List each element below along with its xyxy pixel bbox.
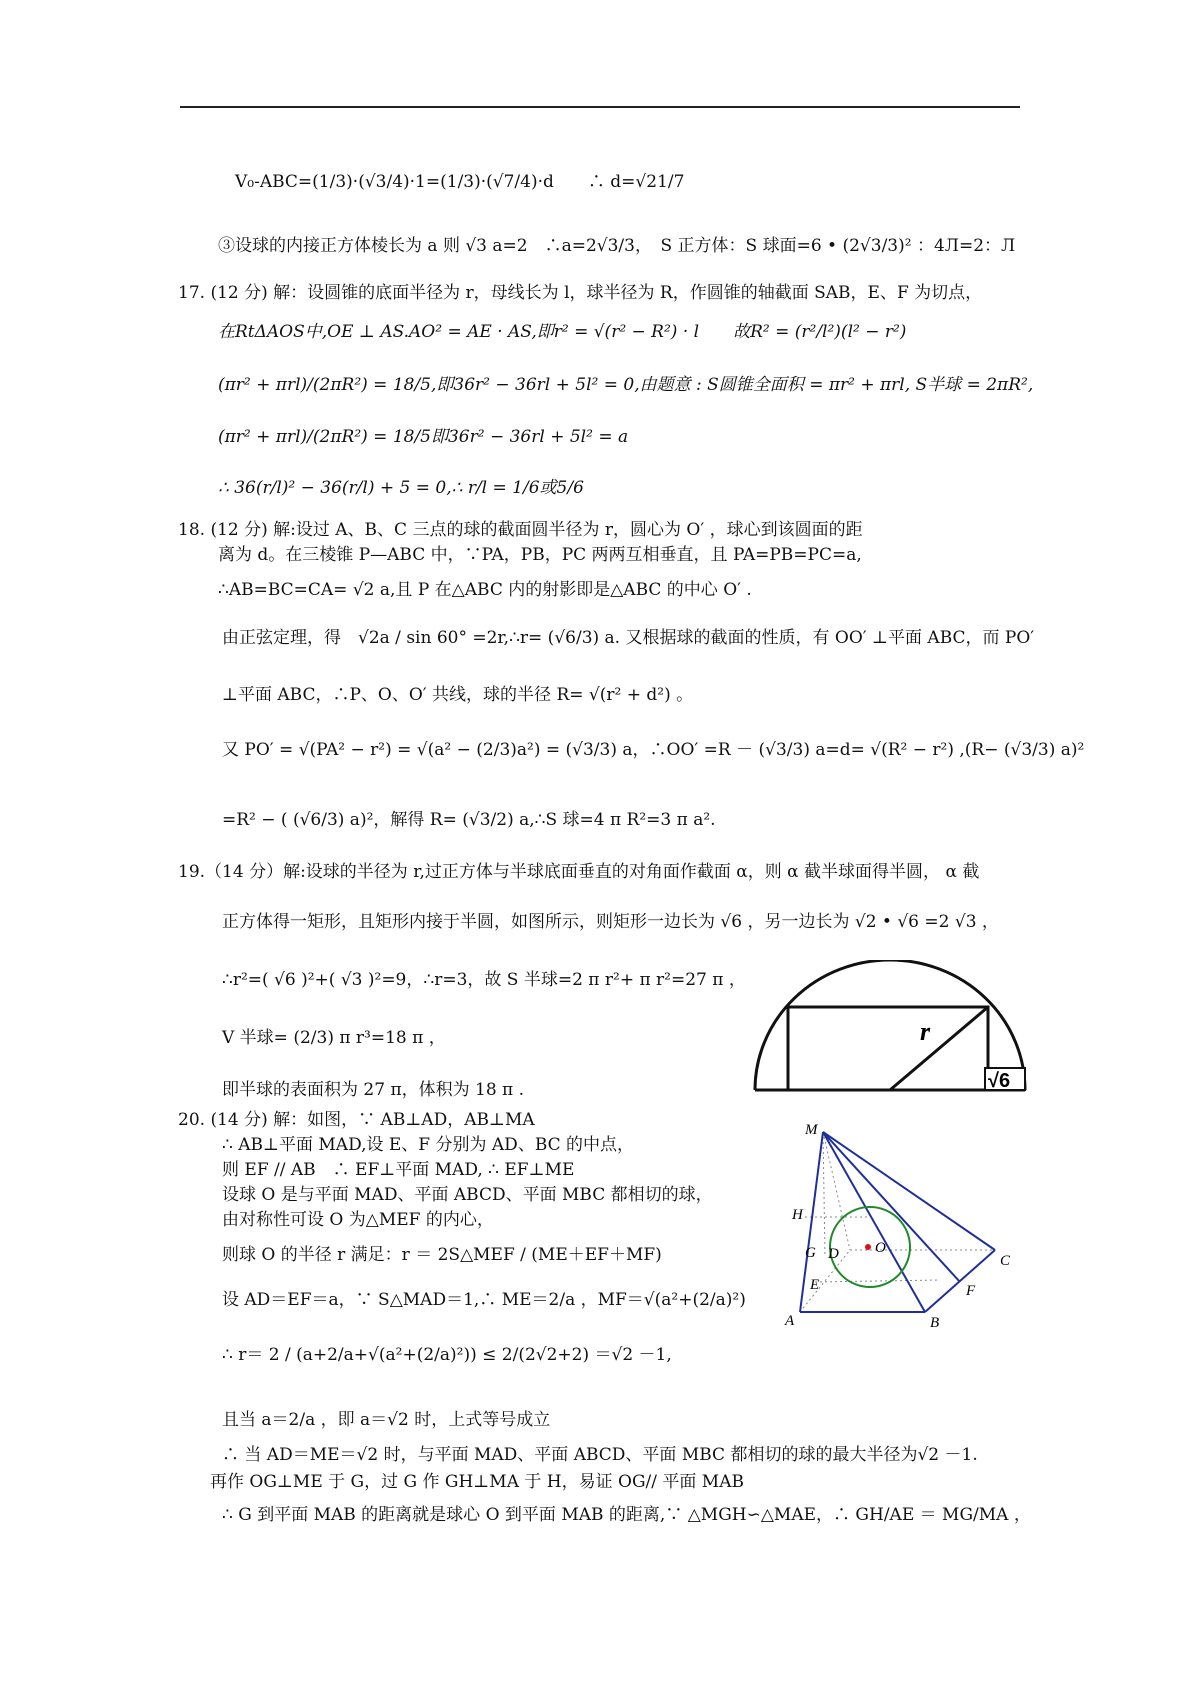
text-line: =R² − ( (√6/3) a)²，解得 R= (√3/2) a,∴S 球=4 π R²=3 π a². bbox=[222, 810, 716, 830]
text-line: (πr² + πrl)/(2πR²) = 18/5即36r² − 36rl + 5l² = a bbox=[218, 427, 629, 447]
text-line: ∴ AB⊥平面 MAD,设 E、F 分别为 AD、BC 的中点， bbox=[222, 1135, 635, 1155]
problem-17-heading: 17. (12 分) 解：设圆锥的底面半径为 r，母线长为 l，球半径为 R，作圆锥的轴截面 SAB，E、F 为切点， bbox=[178, 283, 983, 303]
text-line: ∴ 当 AD＝ME＝√2 时，与平面 MAD、平面 ABCD、平面 MBC 都相切的球的最大半径为√2 －1. bbox=[222, 1445, 978, 1465]
text-line: 且当 a＝2/a ，即 a＝√2 时，上式等号成立 bbox=[222, 1410, 551, 1430]
label-M: M bbox=[805, 1122, 818, 1138]
side-label: √6 bbox=[988, 1070, 1011, 1092]
text-line: 正方体得一矩形，且矩形内接于半圆，如图所示，则矩形一边长为 √6 ，另一边长为 √2 • √6 =2 √3 ， bbox=[222, 912, 999, 932]
label-F: F bbox=[966, 1283, 976, 1299]
edge-BC bbox=[925, 1250, 995, 1312]
label-D: D bbox=[828, 1246, 839, 1262]
header-rule bbox=[180, 106, 1020, 108]
problem-19-heading: 19.（14 分）解:设球的半径为 r,过正方体与半球底面垂直的对角面作截面 α，则 α 截半球面得半圆， α 截 bbox=[178, 862, 980, 882]
text-line: ③设球的内接正方体棱长为 a 则 √3 a=2 ∴a=2√3/3， S 正方体：S 球面=6 • (2√3/3)² ：4Л=2：Л bbox=[218, 236, 1016, 256]
text-line: 设球 O 是与平面 MAD、平面 ABCD、平面 MBC 都相切的球， bbox=[222, 1185, 713, 1205]
text-line: 在RtΔAOS中,OE ⊥ AS.AO² = AE · AS,即r² = √(r² − R²) · l 故R² = (r²/l²)(l² − r²) bbox=[218, 322, 907, 342]
edge-MF bbox=[823, 1132, 960, 1282]
hidden-edge bbox=[823, 1132, 825, 1257]
label-O: O bbox=[875, 1240, 886, 1256]
text-line: V₀-ABC=(1/3)·(√3/4)·1=(1/3)·(√7/4)·d ∴ d=√21/7 bbox=[235, 172, 685, 192]
text-line: V 半球= (2/3) π r³=18 π ， bbox=[222, 1028, 446, 1048]
pyramid-figure bbox=[780, 1122, 1020, 1342]
label-A: A bbox=[785, 1313, 795, 1329]
label-B: B bbox=[930, 1315, 940, 1331]
text-line: 即半球的表面积为 27 π，体积为 18 π . bbox=[222, 1080, 525, 1100]
text-line: ∴ G 到平面 MAB 的距离就是球心 O 到平面 MAB 的距离,∵ △MGH∽△MAE，∴ GH/AE ＝ MG/MA ， bbox=[222, 1505, 1031, 1525]
text-line: 则球 O 的半径 r 满足：r ＝ 2S△MEF / (ME＋EF＋MF) bbox=[222, 1245, 662, 1265]
label-H: H bbox=[792, 1207, 803, 1223]
text-line: 再作 OG⊥ME 于 G，过 G 作 GH⊥MA 于 H，易证 OG// 平面 MAB bbox=[210, 1472, 744, 1492]
text-line: ∴ 36(r/l)² − 36(r/l) + 5 = 0,∴ r/l = 1/6或5/6 bbox=[218, 478, 584, 498]
radius-label: r bbox=[920, 1017, 931, 1046]
text-line: 由对称性可设 O 为△MEF 的内心， bbox=[222, 1210, 494, 1230]
text-line: (πr² + πrl)/(2πR²) = 18/5,即36r² − 36rl + 5l² = 0,由题意 : S圆锥全面积 = πr² + πrl, S半球 = 2πR², bbox=[218, 375, 1034, 395]
text-line: 则 EF // AB ∴ EF⊥平面 MAD, ∴ EF⊥ME bbox=[222, 1160, 575, 1180]
text-line: 由正弦定理，得 √2a / sin 60° =2r,∴r= (√6/3) a. 又根据球的截面的性质，有 OO′ ⊥平面 ABC，而 PO′ bbox=[222, 628, 1035, 648]
inscribed-rectangle bbox=[788, 1007, 988, 1090]
radius-line bbox=[890, 1007, 988, 1090]
text-line: 又 PO′ = √(PA² − r²) = √(a² − (2/3)a²) = (√3/3) a，∴OO′ =R － (√3/3) a=d= √(R² − r²) ,(R− (√3/3) a)² bbox=[222, 740, 1085, 760]
text-line: 设 AD＝EF＝a，∵ S△MAD＝1,∴ ME＝2/a ，MF＝√(a²+(2/a)²) bbox=[222, 1290, 746, 1310]
label-C: C bbox=[1000, 1253, 1011, 1269]
semicircle-figure bbox=[740, 960, 1030, 1100]
label-G: G bbox=[805, 1245, 816, 1261]
edge-MC bbox=[823, 1132, 995, 1250]
problem-20-heading: 20. (14 分) 解：如图，∵ AB⊥AD，AB⊥MA bbox=[178, 1110, 535, 1130]
text-line: ∴ r＝ 2 / (a+2/a+√(a²+(2/a)²)) ≤ 2/(2√2+2) ＝√2 －1, bbox=[222, 1345, 672, 1365]
text-line: ⊥平面 ABC，∴P、O、O′ 共线，球的半径 R= √(r² + d²) 。 bbox=[222, 685, 694, 705]
label-E: E bbox=[810, 1277, 820, 1293]
hidden-edge bbox=[815, 1280, 940, 1282]
sphere-center bbox=[865, 1244, 871, 1250]
text-line: 离为 d。在三棱锥 P—ABC 中，∵PA，PB，PC 两两互相垂直，且 PA=PB=PC=a, bbox=[218, 545, 862, 565]
problem-18-heading: 18. (12 分) 解:设过 A、B、C 三点的球的截面圆半径为 r，圆心为 O′ ，球心到该圆面的距 bbox=[178, 520, 863, 540]
hidden-edge bbox=[823, 1132, 850, 1250]
text-line: ∴r²=( √6 )²+( √3 )²=9，∴r=3，故 S 半球=2 π r²+ π r²=27 π ， bbox=[222, 970, 746, 990]
text-line: ∴AB=BC=CA= √2 a,且 P 在△ABC 内的射影即是△ABC 的中心 O′ . bbox=[218, 580, 752, 600]
